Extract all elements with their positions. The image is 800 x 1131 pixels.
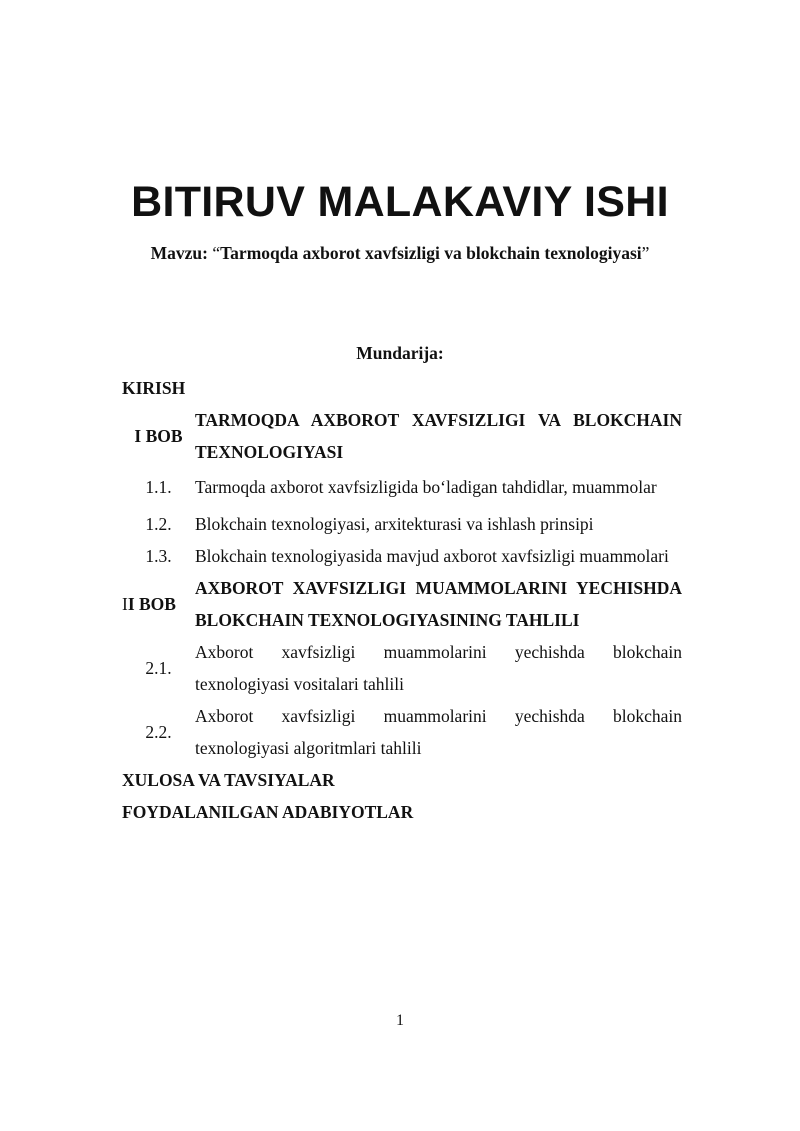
toc-section-2-1: [122, 636, 682, 700]
toc-section-1-3: [122, 540, 682, 572]
chapter-1-number: I BOB: [134, 425, 183, 446]
chapter-1-title: TARMOQDA AXBOROT XAVFSIZLIGI VA BLOKCHAIN TEXNOLOGIYASI: [195, 410, 682, 462]
toc-chapter-1: [122, 404, 682, 468]
section-number: 1.2.: [145, 513, 172, 534]
subtitle-prefix: Mavzu:: [150, 243, 213, 263]
document-subtitle: [0, 243, 800, 264]
toc-chapter-2: [122, 572, 682, 636]
subtitle-close-quote: ”: [641, 243, 650, 263]
section-number: 1.1.: [145, 476, 172, 497]
toc-references: FOYDALANILGAN ADABIYOTLAR: [122, 802, 414, 822]
subtitle-topic: Tarmoqda axborot xavfsizligi va blokchain texnologiyasi: [220, 243, 642, 263]
section-title: Axborot xavfsizligi muammolarini yechishda blokchain texnologiyasi vositalari tahlili: [195, 642, 682, 694]
section-number: 2.2.: [145, 721, 172, 742]
section-title: Blokchain texnologiyasi, arxitekturasi va ishlash prinsipi: [195, 514, 594, 534]
section-number: 2.1.: [145, 657, 172, 678]
section-title: Tarmoqda axborot xavfsizligida bo‘ladigan tahdidlar, muammolar: [195, 477, 657, 497]
chapter-2-title: AXBOROT XAVFSIZLIGI MUAMMOLARINI YECHISHDA BLOKCHAIN TEXNOLOGIYASINING TAHLILI: [195, 578, 682, 630]
page-number: 1: [396, 1012, 404, 1029]
subtitle-open-quote: “: [212, 243, 221, 263]
toc-section-2-2: [122, 700, 682, 764]
chapter-2-number-prefix: I: [122, 593, 128, 614]
chapter-2-number-rest: I BOB: [127, 593, 176, 614]
section-title: Blokchain texnologiyasida mavjud axborot xavfsizligi muammolari: [195, 546, 669, 566]
document-title: BITIRUV MALAKAVIY ISHI: [131, 178, 669, 226]
toc-intro: KIRISH: [122, 378, 186, 398]
chapter-2-number: [122, 594, 195, 615]
toc-conclusion: XULOSA VA TAVSIYALAR: [122, 770, 335, 790]
table-of-contents: [122, 372, 682, 828]
section-number: 1.3.: [145, 545, 172, 566]
section-title: Axborot xavfsizligi muammolarini yechishda blokchain texnologiyasi algoritmlari tahlili: [195, 706, 682, 758]
toc-section-1-2: [122, 508, 682, 540]
toc-section-1-1: [122, 468, 682, 506]
toc-heading: Mundarija:: [356, 343, 444, 363]
